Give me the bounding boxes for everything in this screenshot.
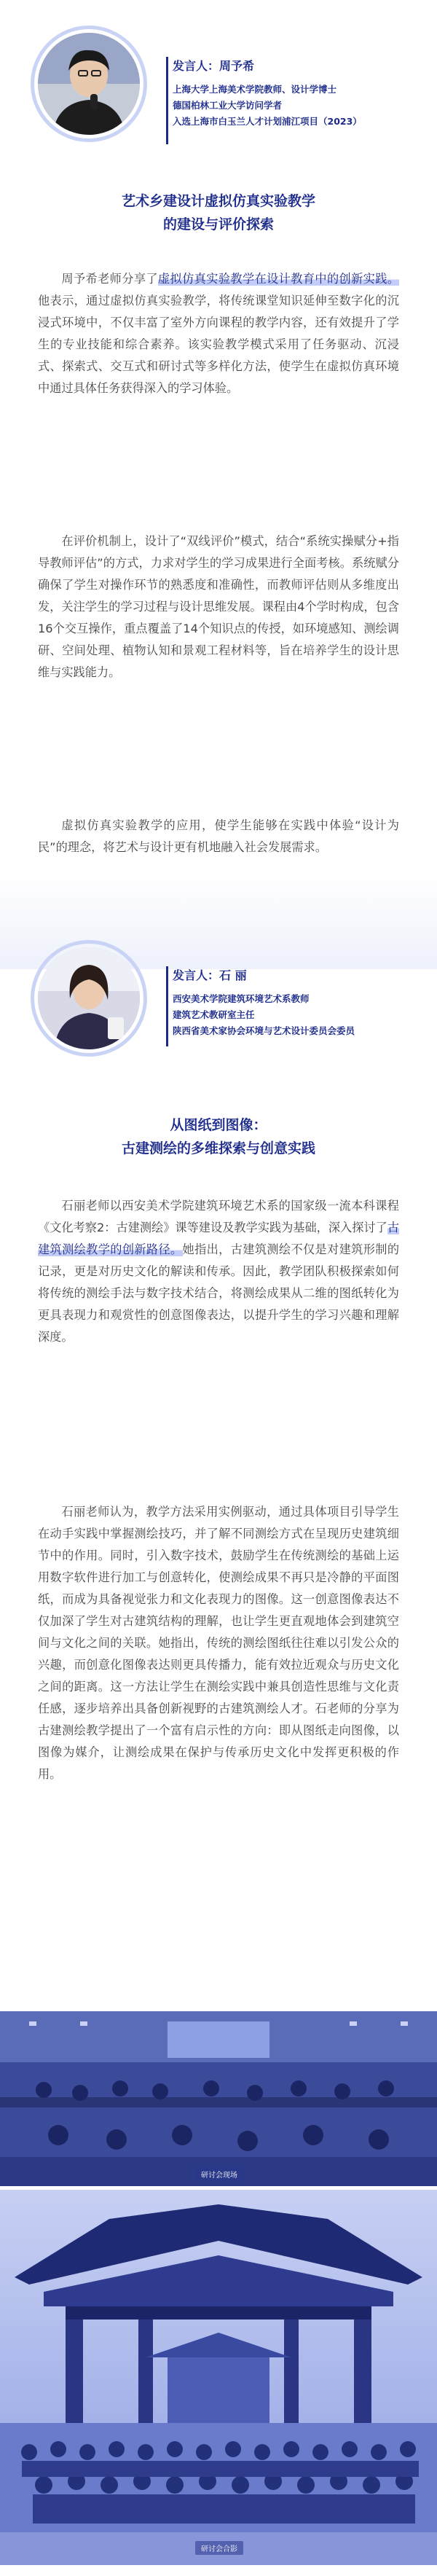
section1-title: 艺术乡建设计虚拟仿真实验教学 的建设与评价探索 [121,193,315,232]
speaker-card-2 [0,925,437,1086]
group-photo-image [0,2190,437,2565]
speaker-card-1 [0,0,437,175]
section1-paragraph-2: 在评价机制上，设计了“双线评价”模式，结合“系统实操赋分+指导教师评估”的方式，力求对学生的学习成果进行全面考核。系统赋分确保了学生对操作环节的熟悉度和准确性，而教师评估则从多维度出发，关注学生的学习过程与设计思维发展。课程由4个学时构成，包含16个交互操作，重点覆盖了14个知识点的传授，如环境感知、测绘调研、空间处理、植物认知和景观工程材料等，旨在培养学生的设计思维与实践能力。 [38,534,399,679]
speaker2-name: 发言人：石 丽 [173,968,247,982]
speaker1-name: 发言人：周予希 [173,59,255,73]
section2-paragraph-1: 石丽老师以西安美术学院建筑环境艺术系的国家级一流本科课程《文化考察2：古建测绘》课等建设及教学实践为基础，深入探讨了古建筑测绘教学的创新路径。她指出，古建筑测绘不仅是对建筑形制的记录，更是对历史文化的解读和传承。因此，教学团队积极探索如何将传统的测绘手法与数字技术结合，将测绘成果从二维的图纸转化为更具表现力和观赏性的创意图像表达，以提升学生的学习兴趣和理解深度。 [38,1199,400,1344]
speaker1-title-1: 上海大学上海美术学院教师、设计学博士 [173,84,337,95]
section2-title: 从图纸到图像： 古建测绘的多维探索与创意实践 [121,1117,315,1156]
section2-highlight: 古建筑测绘教学的创新路径。 [38,1221,399,1256]
photo-caption-2: 研讨会合影 [195,2541,243,2555]
speaker1-accent-bar [166,57,168,144]
speaker2-accent-bar [166,966,168,1046]
speaker-avatar-frame [31,940,147,1057]
avatar [38,33,140,135]
speaker2-title-1: 西安美术学院建筑环境艺术系教师 [173,993,310,1004]
speaker2-title-2: 建筑艺术教研室主任 [173,1009,255,1020]
group-photo [0,2190,437,2565]
section1-paragraph-1: 周予希老师分享了虚拟仿真实验教学在设计教育中的创新实践。他表示，通过虚拟仿真实验教学，将传统课堂知识延伸至数字化的沉浸式环境中，不仅丰富了室外方向课程的教学内容，还有效提升了学生的专业技能和综合素养。该实验教学模式采用了任务驱动、沉浸式、探索式、交互式和研讨式等多样化方法，使学生在虚拟仿真环境中通过具体任务获得深入的学习体验。 [38,272,400,395]
avatar [38,947,140,1049]
speaker1-title-3: 入选上海市白玉兰人才计划浦江项目（2023） [173,116,362,127]
section2-paragraph-2: 石丽老师认为，教学方法采用实例驱动，通过具体项目引导学生在动手实践中掌握测绘技巧，并了解不同测绘方式在呈现历史建筑细节中的作用。同时，引入数字技术，鼓励学生在传统测绘的基础上运用数字软件进行加工与创意转化，使测绘成果不再只是冷静的平面图纸，而成为具备视觉张力和文化表现力的图像。这一创意图像表达不仅加深了学生对古建筑结构的理解，也让学生更直观地体会到建筑空间与文化之间的关联。她指出，传统的测绘图纸往往难以引发公众的兴趣，而创意化图像表达则更具传播力，能有效拉近观众与历史文化之间的距离。这一方法让学生在测绘实践中兼具创造性思维与文化责任感，逐步培养出具备创新视野的古建筑测绘人才。石老师的分享为古建测绘教学提出了一个富有启示性的方向：即从图纸走向图像，以图像为媒介，让测绘成果在保护与传承历史文化中发挥更积极的作用。 [38,1505,399,1781]
speaker-avatar-frame [31,26,147,142]
speaker2-portrait [38,947,140,1049]
speaker2-title-3: 陕西省美术家协会环境与艺术设计委员会委员 [173,1025,355,1036]
conference-photo [0,2011,437,2186]
meeting-room-image [0,2011,437,2186]
section1-paragraph-3: 虚拟仿真实验教学的应用，使学生能够在实践中体验“设计为民”的理念，将艺术与设计更有机地融入社会发展需求。 [38,818,399,854]
speaker1-portrait [38,33,140,135]
speaker1-title-2: 德国柏林工业大学访问学者 [173,100,283,111]
photo-caption-1: 研讨会现场 [195,2167,243,2181]
section1-highlight: 虚拟仿真实验教学在设计教育中的创新实践。 [157,272,400,286]
